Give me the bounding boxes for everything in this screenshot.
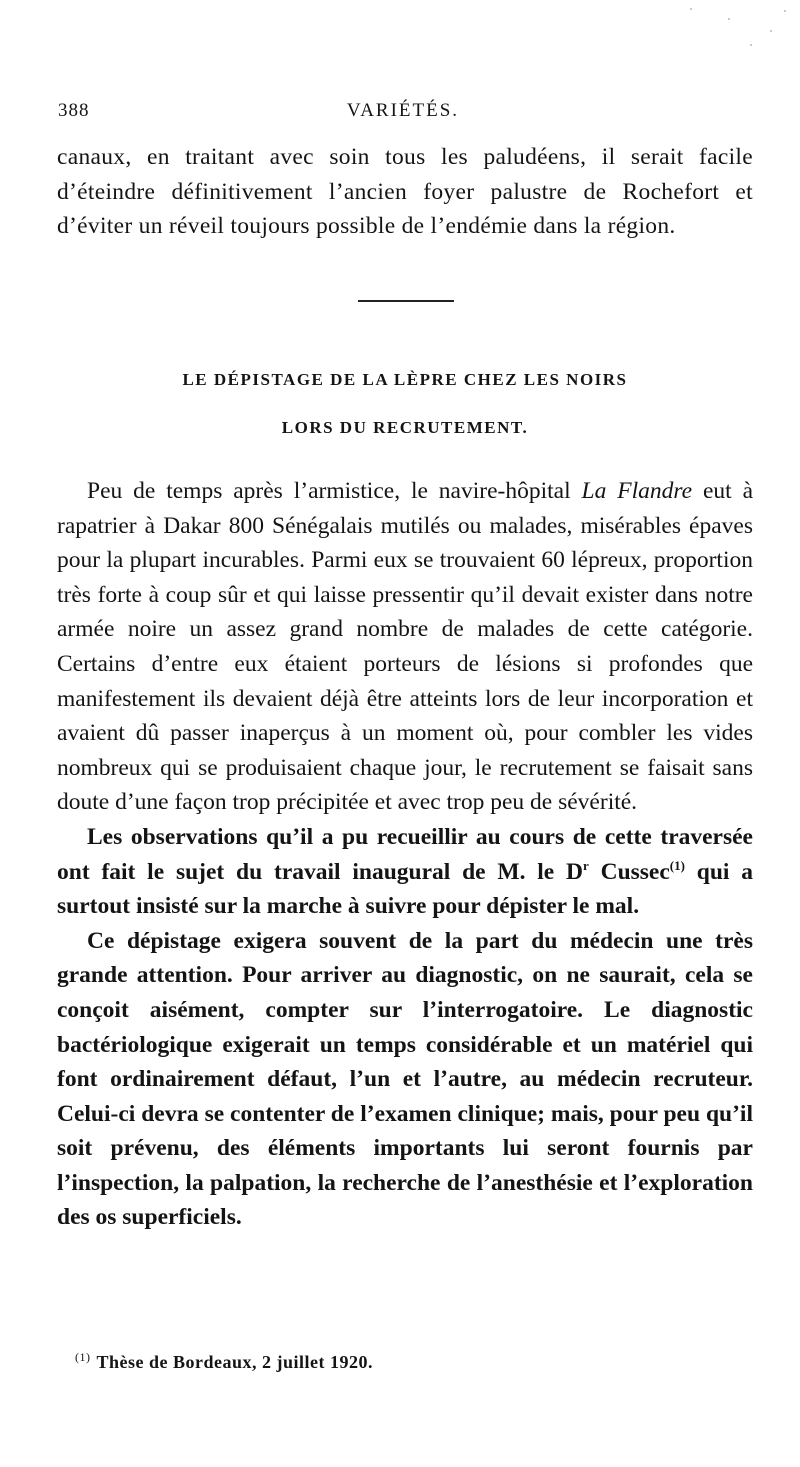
footnote-mark: (1) (75, 1350, 91, 1364)
paragraph-2-rest: qui a surtout insisté sur la marche à suivre pour dépister le mal. (57, 858, 753, 920)
section-divider (358, 300, 454, 302)
doctor-title-superscript: r (583, 857, 589, 873)
paragraph-1 (57, 474, 753, 820)
paragraph-1-rest: eut à rapatrier à Dakar 800 Sénégalais mutilés ou malades, misérables épaves pour la plupart incurables. Parmi eux se trouvaient 60 lépreux, proportion très forte à coup sûr et qui laisse pressentir qu’il devait exister dans notre armée noire un assez grand nombre de malades de cette catégorie. Certains d’entre eux étaient porteurs de lésions si profondes que manifestement ils devaient déjà être atteints lors de leur incorporation et avaient dû passer inaperçus à un moment où, pour combler les vides nombreux qui se produisaient chaque jour, le recrutement se faisait sans doute d’une façon trop précipitée et avec trop peu de sévérité. (57, 478, 753, 816)
page-number: 388 (58, 100, 90, 121)
speck (728, 18, 730, 20)
intro-paragraph: canaux, en traitant avec soin tous les paludéens, il serait facile d’éteindre définitivement l’ancien foyer palustre de Rochefort et d’éviter un réveil toujours possible de l’endémie dans la région. (57, 144, 753, 240)
article-body (57, 474, 753, 1235)
running-title: VARIÉTÉS. (346, 100, 460, 121)
section-title-line-2: LORS DU RECRUTEMENT. (281, 418, 529, 437)
paragraph-2 (57, 820, 753, 924)
section-title-line-1: LE DÉPISTAGE DE LA LÈPRE CHEZ LES NOIRS (182, 370, 628, 389)
footnote (75, 1350, 373, 1373)
paragraph-2-start: Les observations qu’il a pu recueillir au cours de cette traversée ont fait le sujet du travail inaugural de M. le D (57, 823, 753, 885)
speck (784, 10, 786, 12)
paragraph-1-start: Peu de temps après l’armistice, le navire-hôpital (87, 478, 582, 504)
scan-specks (680, 0, 800, 60)
footnote-reference: (1) (669, 857, 685, 873)
ship-name: La Flandre (581, 478, 693, 504)
paragraph-3: Ce dépistage exigera souvent de la part du médecin une très grande attention. Pour arriver au diagnostic, on ne saurait, cela se conçoit aisément, compter sur l’interrogatoire. Le diagnostic bactériologique exigerait un temps considérable et un matériel qui font ordinairement défaut, l’un et l’autre, au médecin recruteur. Celui-ci devra se contenter de l’examen clinique; mais, pour peu qu’il soit prévenu, des éléments importants lui seront fournis par l’inspection, la palpation, la recherche de l’anesthésie et l’exploration des os superficiels. (57, 927, 753, 1231)
speck (750, 44, 752, 46)
speck (690, 8, 692, 10)
speck (770, 30, 772, 32)
author-name: Cussec (588, 858, 670, 885)
footnote-text: Thèse de Bordeaux, 2 juillet 1920. (96, 1352, 373, 1372)
running-head (58, 100, 748, 130)
